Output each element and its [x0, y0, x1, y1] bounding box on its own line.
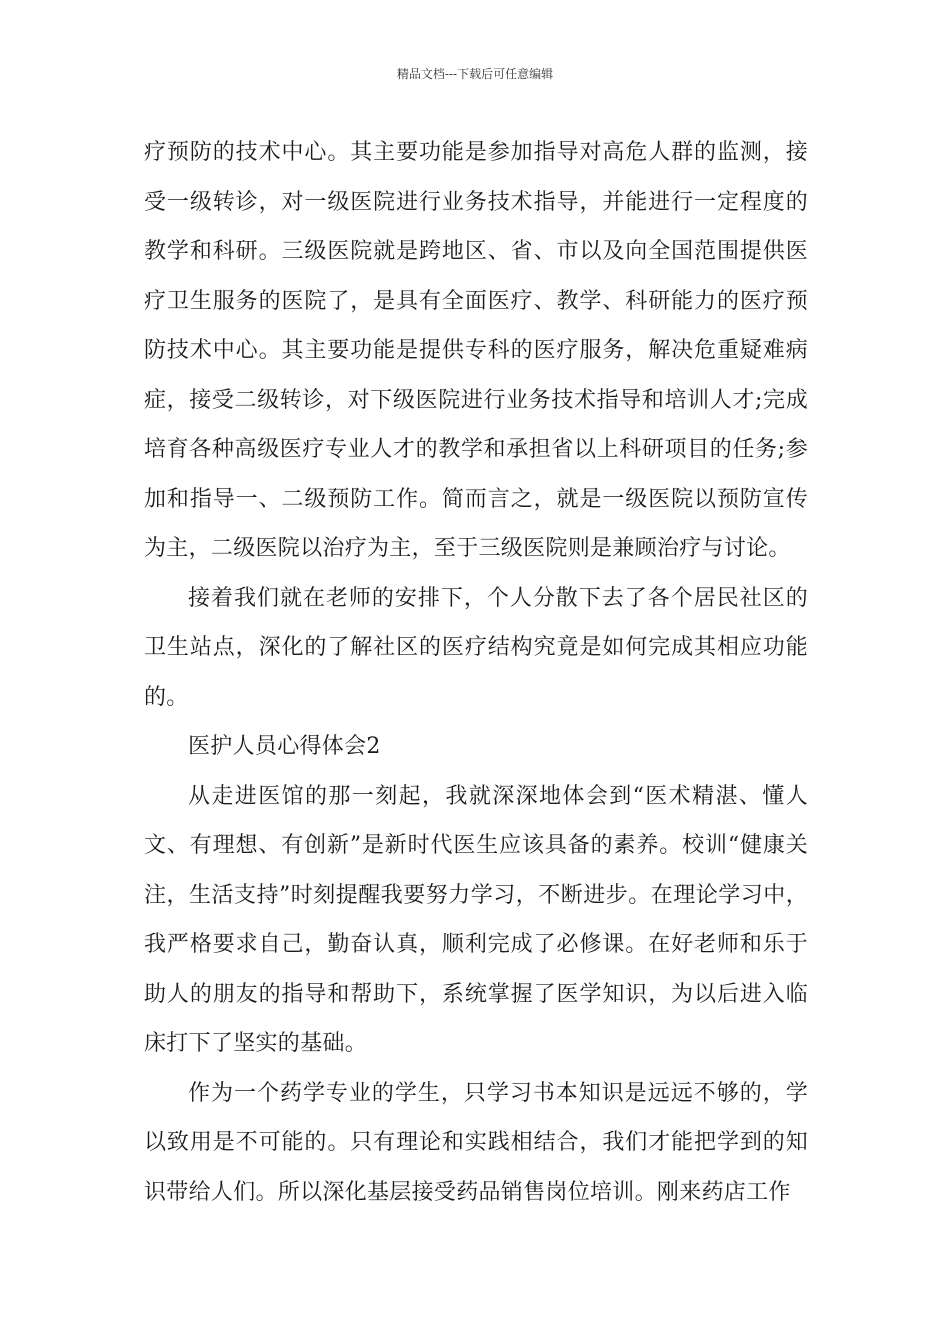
paragraph-community-stations: 接着我们就在老师的安排下，个人分散下去了各个居民社区的卫生站点，深化的了解社区的医疗结构究竟是如何完成其相应功能的。: [144, 585, 808, 710]
section-heading: 医护人员心得体会2: [188, 734, 381, 759]
page-header: 精品文档---下载后可任意编辑: [396, 67, 554, 81]
paragraph-pharmacy-training: 作为一个药学专业的学生，只学习书本知识是远远不够的，学以致用是不可能的。只有理论和实践相结合，我们才能把学到的知识带给人们。所以深化基层接受药品销售岗位培训。刚来药店工作: [144, 1080, 808, 1205]
document-body: [144, 128, 808, 1217]
paragraph-hospital-levels: 疗预防的技术中心。其主要功能是参加指导对高危人群的监测，接受一级转诊，对一级医院进行业务技术指导，并能进行一定程度的教学和科研。三级医院就是跨地区、省、市以及向全国范围提供医疗卫生服务的医院了，是具有全面医疗、教学、科研能力的医疗预防技术中心。其主要功能是提供专科的医疗服务，解决危重疑难病症，接受二级转诊，对下级医院进行业务技术指导和培训人才;完成培育各种高级医疗专业人才的教学和承担省以上科研项目的任务;参加和指导一、二级预防工作。简而言之，就是一级医院以预防宣传为主，二级医院以治疗为主，至于三级医院则是兼顾治疗与讨论。: [144, 140, 808, 561]
paragraph-medical-study: 从走进医馆的那一刻起，我就深深地体会到“医术精湛、懂人文、有理想、有创新”是新时代医生应该具备的素养。校训“健康关注，生活支持”时刻提醒我要努力学习，不断进步。在理论学习中，我严格要求自己，勤奋认真，顺利完成了必修课。在好老师和乐于助人的朋友的指导和帮助下，系统掌握了医学知识，为以后进入临床打下了坚实的基础。: [144, 783, 808, 1056]
